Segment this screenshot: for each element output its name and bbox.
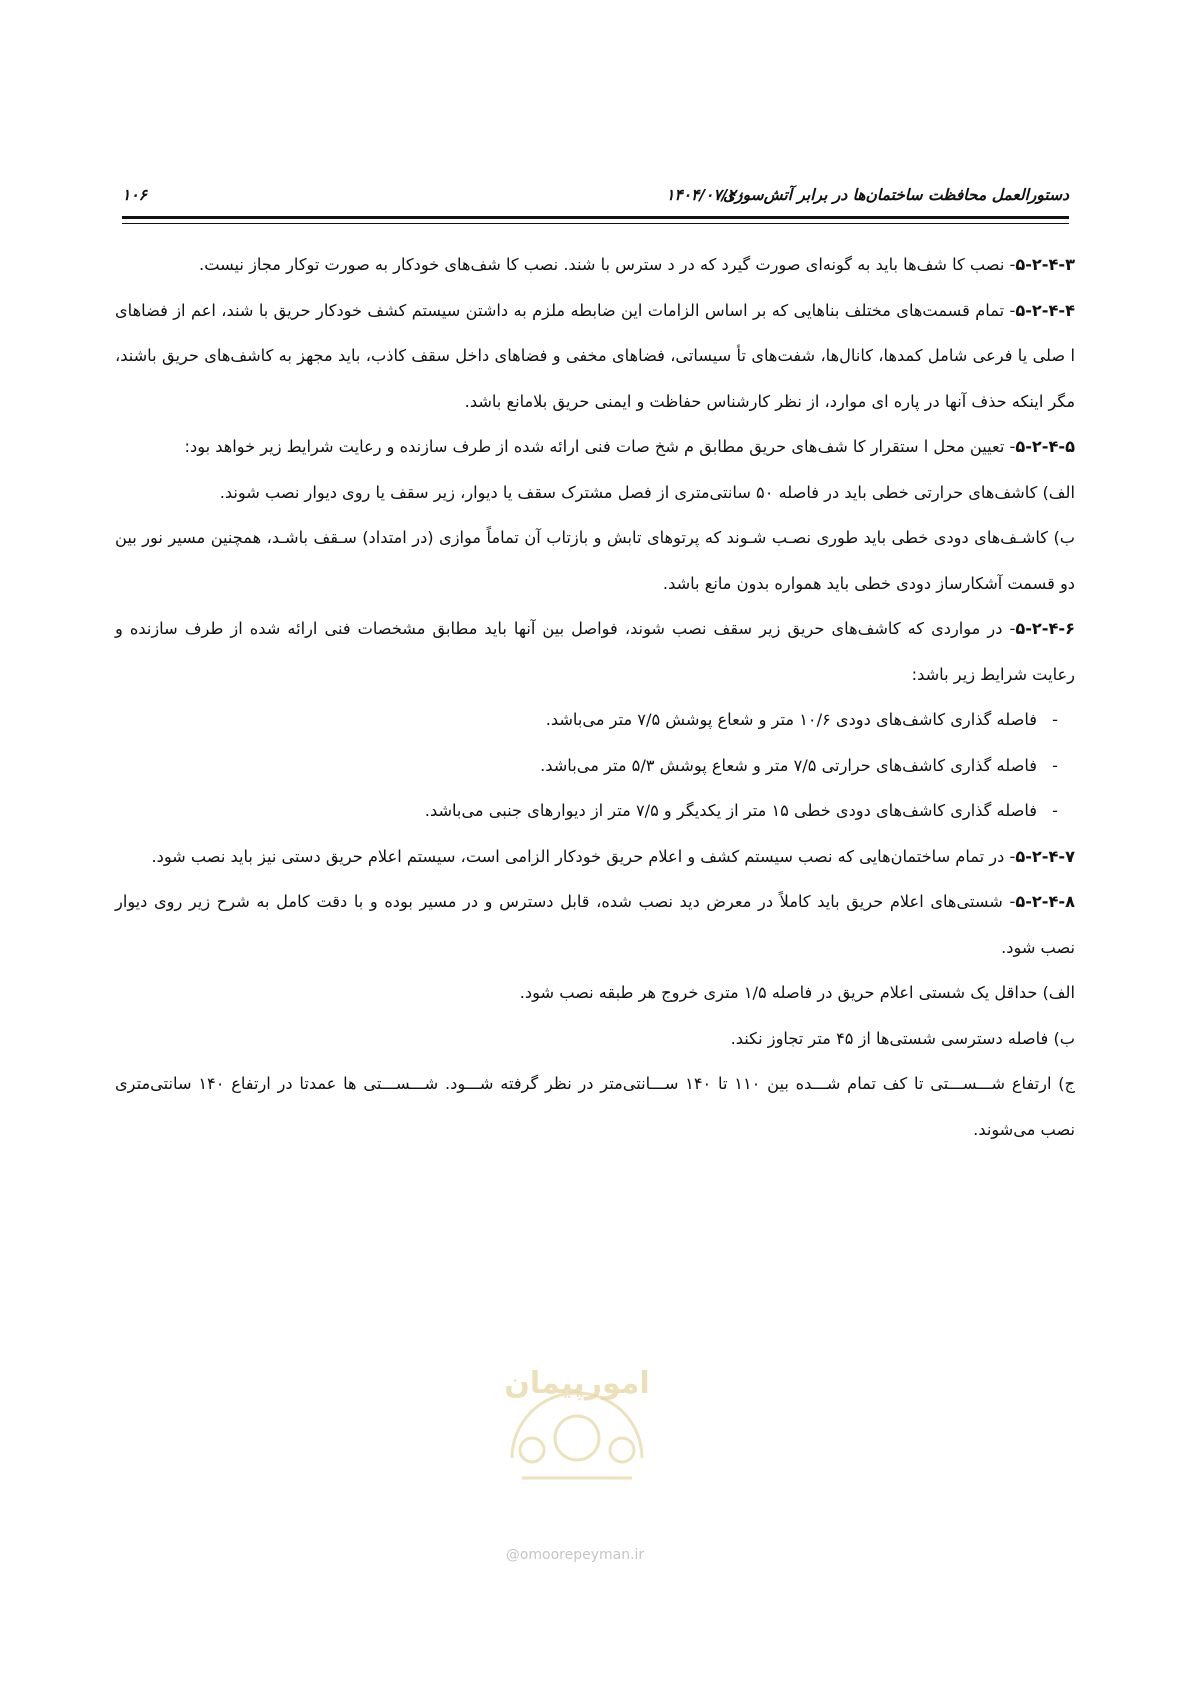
section-paragraph xyxy=(115,424,1075,470)
page-number: ۱۰۶ xyxy=(122,186,147,204)
watermark-site: @omoorepeyman.ir xyxy=(505,1547,645,1563)
bullet-dash: - xyxy=(1052,801,1058,820)
watermark-logo-icon xyxy=(492,1338,662,1488)
section-number: ۵-۲-۴-۶ xyxy=(1015,619,1075,638)
bullet-text: فاصله گذاری کاشف‌های دودی خطی ۱۵ متر از یکدیگر و ۷/۵ متر از دیوارهای جنبی می‌باشد. xyxy=(424,801,1037,820)
watermark-logo-text: امورپیمان xyxy=(504,1366,650,1401)
section-paragraph xyxy=(115,606,1075,697)
bullet-text: فاصله گذاری کاشف‌های دودی ۱۰/۶ متر و شعاع پوشش ۷/۵ متر می‌باشد. xyxy=(545,710,1037,729)
section-text: - در تمام ساختمان‌هایی که نصب سیستم کشف و اعلام حریق خودکار الزامی است، سیستم اعلام حریق دستی نیز باید نصب شود. xyxy=(151,846,1016,866)
list-item: الف) کاشف‌های حرارتی خطی باید در فاصله ۵۰ سانتی‌متری از فصل مشترک سقف یا دیوار، زیر سقف یا روی دیوار نصب شوند. xyxy=(219,482,1075,502)
section-number: ۵-۲-۴-۵ xyxy=(1015,437,1075,456)
list-item: ب) فاصله دسترسی شستی‌ها از ۴۵ متر تجاوز نکند. xyxy=(730,1028,1075,1048)
page-header xyxy=(122,186,1069,214)
list-item: ج) ارتفاع شـــســـتی تا کف تمام شـــده بین ۱۱۰ تا ۱۴۰ ســـانتی‌متر در نظر گرفته شـــود. شـــســـتی ها عمدتا در ارتفاع ۱۴۰ سانتی‌متری نصب می‌شوند. xyxy=(115,1074,1075,1139)
header-date: ۱۴۰۴/۰۷/۲۰ xyxy=(666,186,744,204)
section-number: ۵-۲-۴-۸ xyxy=(1015,892,1075,911)
document-body xyxy=(115,242,1075,1152)
bullet-item xyxy=(115,788,1075,834)
bullet-item xyxy=(115,697,1075,743)
bullet-item xyxy=(115,743,1075,789)
section-text: - شستی‌های اعلام حریق باید کاملاً در معرض دید نصب شده، قابل دسترس و در مسیر بوده و با دقت کامل به شرح زیر روی دیوار نصب شود. xyxy=(115,892,1075,957)
section-text: - تعیین محل ا ستقرار کا شف‌های حریق مطابق م شخ صات فنی ارائه شده از طرف سازنده و رعایت شرایط زیر خواهد بود: xyxy=(184,437,1016,456)
section-paragraph xyxy=(115,242,1075,288)
header-rule-thick xyxy=(122,216,1069,219)
bullet-list xyxy=(115,697,1075,834)
section-number: ۵-۲-۴-۷ xyxy=(1015,846,1075,866)
section-number: ۵-۲-۴-۳ xyxy=(1015,255,1075,274)
header-rule-thin xyxy=(122,223,1069,224)
list-item: ب) کاشـف‌های دودی خطی باید طوری نصـب شـوند که پرتوهای تابش و بازتاب آن تماماً موازی (در امتداد) سـقف باشـد، همچنین مسیر نور بین دو قسمت آشکارساز دودی خطی باید همواره بدون مانع باشد. xyxy=(115,528,1075,593)
header-title: دستورالعمل محافظت ساختمان‌ها در برابر آتش‌سوزی xyxy=(723,186,1069,204)
list-item: الف) حداقل یک شستی اعلام حریق در فاصله ۱/۵ متری خروج هر طبقه نصب شود. xyxy=(519,983,1075,1002)
section-number: ۵-۲-۴-۴ xyxy=(1015,300,1075,320)
section-text: - تمام قسمت‌های مختلف بناهایی که بر اساس الزامات این ضابطه ملزم به داشتن سیستم کشف خودکار حریق با شند، اعم از فضاهای ا صلی یا فرعی شامل کمدها، کانال‌ها، شفت‌های تأ سیساتی، فضاهای مخفی و فضاهای داخل سقف کاذب، باید مجهز به کاشف‌های حریق باشند، مگر اینکه حذف آنها در پاره ای موارد، از نظر کارشناس حفاظت و ایمنی حریق بلامانع باشد. xyxy=(115,300,1075,411)
bullet-dash: - xyxy=(1052,710,1058,729)
section-paragraph xyxy=(115,834,1075,880)
section-text: - نصب کا شف‌ها باید به گونه‌ای صورت گیرد که در د سترس با شند. نصب کا شف‌های خودکار به صورت توکار مجاز نیست. xyxy=(199,255,1016,274)
bullet-dash: - xyxy=(1052,755,1058,775)
section-paragraph xyxy=(115,879,1075,970)
section-paragraph xyxy=(115,288,1075,425)
section-text: - در مواردی که کاشف‌های حریق زیر سقف نصب شوند، فواصل بین آنها باید مطابق مشخصات فنی ارائه شده از طرف سازنده و رعایت شرایط زیر باشد: xyxy=(115,619,1075,684)
bullet-text: فاصله گذاری کاشف‌های حرارتی ۷/۵ متر و شعاع پوشش ۵/۳ متر می‌باشد. xyxy=(540,755,1037,775)
